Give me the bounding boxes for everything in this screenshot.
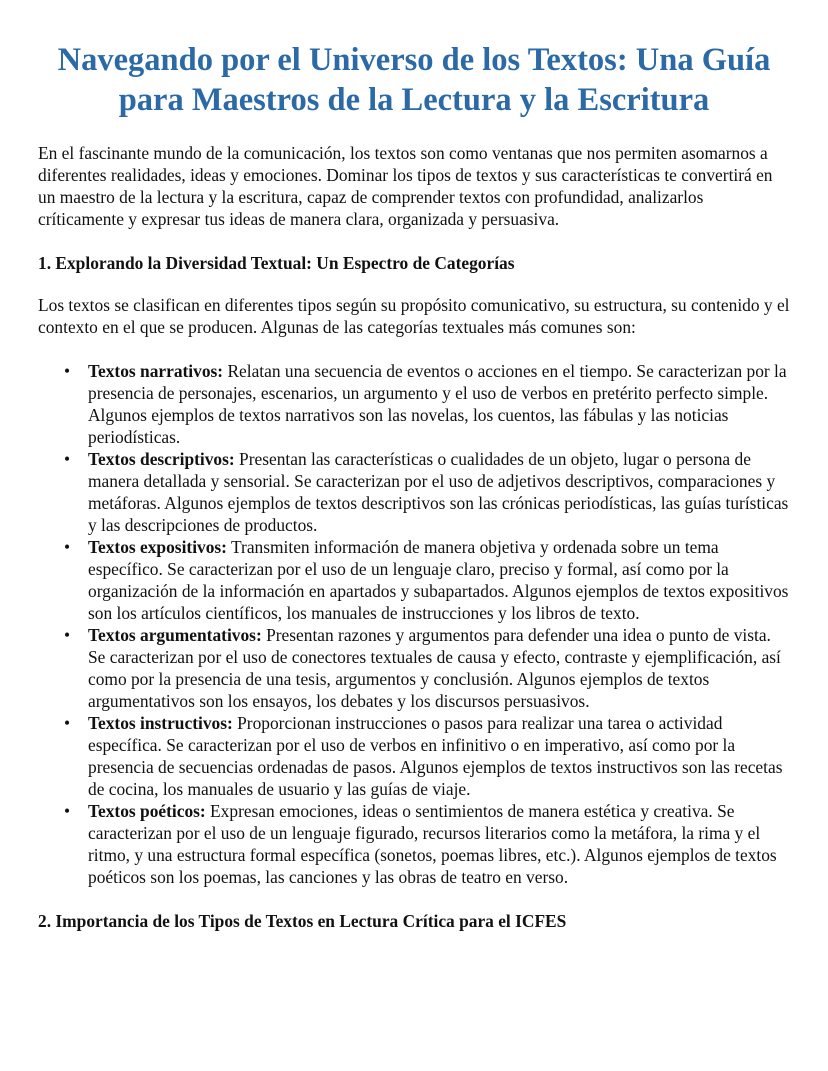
- section-1-heading: 1. Explorando la Diversidad Textual: Un Espectro de Categorías: [38, 253, 515, 273]
- list-item-narrativos: [64, 360, 790, 448]
- list-item-term: Textos descriptivos:: [88, 449, 235, 469]
- bullet-icon: •: [64, 625, 71, 645]
- list-item-text: Presentan las características o cualidades de un objeto, lugar o persona de manera detallada y sensorial. Se caracterizan por el uso de adjetivos descriptivos, comparaciones y metáforas. Algunos ejemplos de textos descriptivos son las crónicas periodísticas, las guías turísticas y las descripciones de productos.: [88, 449, 789, 535]
- list-item-term: Textos poéticos:: [88, 801, 206, 821]
- section-1-lead: Los textos se clasifican en diferentes tipos según su propósito comunicativo, su estructura, su contenido y el contexto en el que se producen. Algunas de las categorías textuales más comunes son:: [38, 295, 790, 337]
- list-item-text: Transmiten información de manera objetiva y ordenada sobre un tema específico. Se caracterizan por el uso de un lenguaje claro, preciso y formal, así como por la organización de la información en apartados y subapartados. Algunos ejemplos de textos expositivos son los artículos científicos, los manuales de instrucciones y los libros de texto.: [88, 537, 789, 623]
- bullet-icon: •: [64, 801, 71, 821]
- list-item-text: Relatan una secuencia de eventos o acciones en el tiempo. Se caracterizan por la presencia de personajes, escenarios, un argumento y el uso de verbos en pretérito perfecto simple. Algunos ejemplos de textos narrativos son las novelas, los cuentos, las fábulas y las noticias periodísticas.: [88, 361, 787, 447]
- list-item-descriptivos: [64, 448, 790, 536]
- list-item-text: Expresan emociones, ideas o sentimientos de manera estética y creativa. Se caracterizan por el uso de un lenguaje figurado, recursos literarios como la metáfora, la rima y el ritmo, y una estructura formal específica (sonetos, poemas libres, etc.). Algunos ejemplos de textos poéticos son los poemas, las canciones y las obras de teatro en verso.: [88, 801, 777, 887]
- list-item-argumentativos: [64, 624, 790, 712]
- bullet-icon: •: [64, 537, 71, 557]
- list-item-instructivos: [64, 712, 790, 800]
- list-item-text: Proporcionan instrucciones o pasos para realizar una tarea o actividad específica. Se caracterizan por el uso de verbos en infinitivo o en imperativo, así como por la presencia de secuencias ordenadas de pasos. Algunos ejemplos de textos instructivos son las recetas de cocina, los manuales de usuario y las guías de viaje.: [88, 713, 783, 799]
- list-item-term: Textos expositivos:: [88, 537, 227, 557]
- document-title: Navegando por el Universo de los Textos: Una Guía para Maestros de la Lectura y la Escritura: [57, 42, 771, 118]
- bullet-icon: •: [64, 361, 71, 381]
- section-2-heading: 2. Importancia de los Tipos de Textos en Lectura Crítica para el ICFES: [38, 911, 567, 931]
- text-types-list: [38, 360, 790, 888]
- list-item-expositivos: [64, 536, 790, 624]
- bullet-icon: •: [64, 713, 71, 733]
- list-item-poeticos: [64, 800, 790, 888]
- bullet-icon: •: [64, 449, 71, 469]
- list-item-text: Presentan razones y argumentos para defender una idea o punto de vista. Se caracterizan por el uso de conectores textuales de causa y efecto, contraste y ejemplificación, así como por la presencia de una tesis, argumentos y conclusión. Algunos ejemplos de textos argumentativos son los ensayos, los debates y los discursos persuasivos.: [88, 625, 781, 711]
- list-item-term: Textos instructivos:: [88, 713, 233, 733]
- list-item-term: Textos argumentativos:: [88, 625, 262, 645]
- list-item-term: Textos narrativos:: [88, 361, 224, 381]
- intro-paragraph: En el fascinante mundo de la comunicación, los textos son como ventanas que nos permiten asomarnos a diferentes realidades, ideas y emociones. Dominar los tipos de textos y sus características te convertirá en un maestro de la lectura y la escritura, capaz de comprender textos con profundidad, analizarlos críticamente y expresar tus ideas de manera clara, organizada y persuasiva.: [38, 143, 773, 229]
